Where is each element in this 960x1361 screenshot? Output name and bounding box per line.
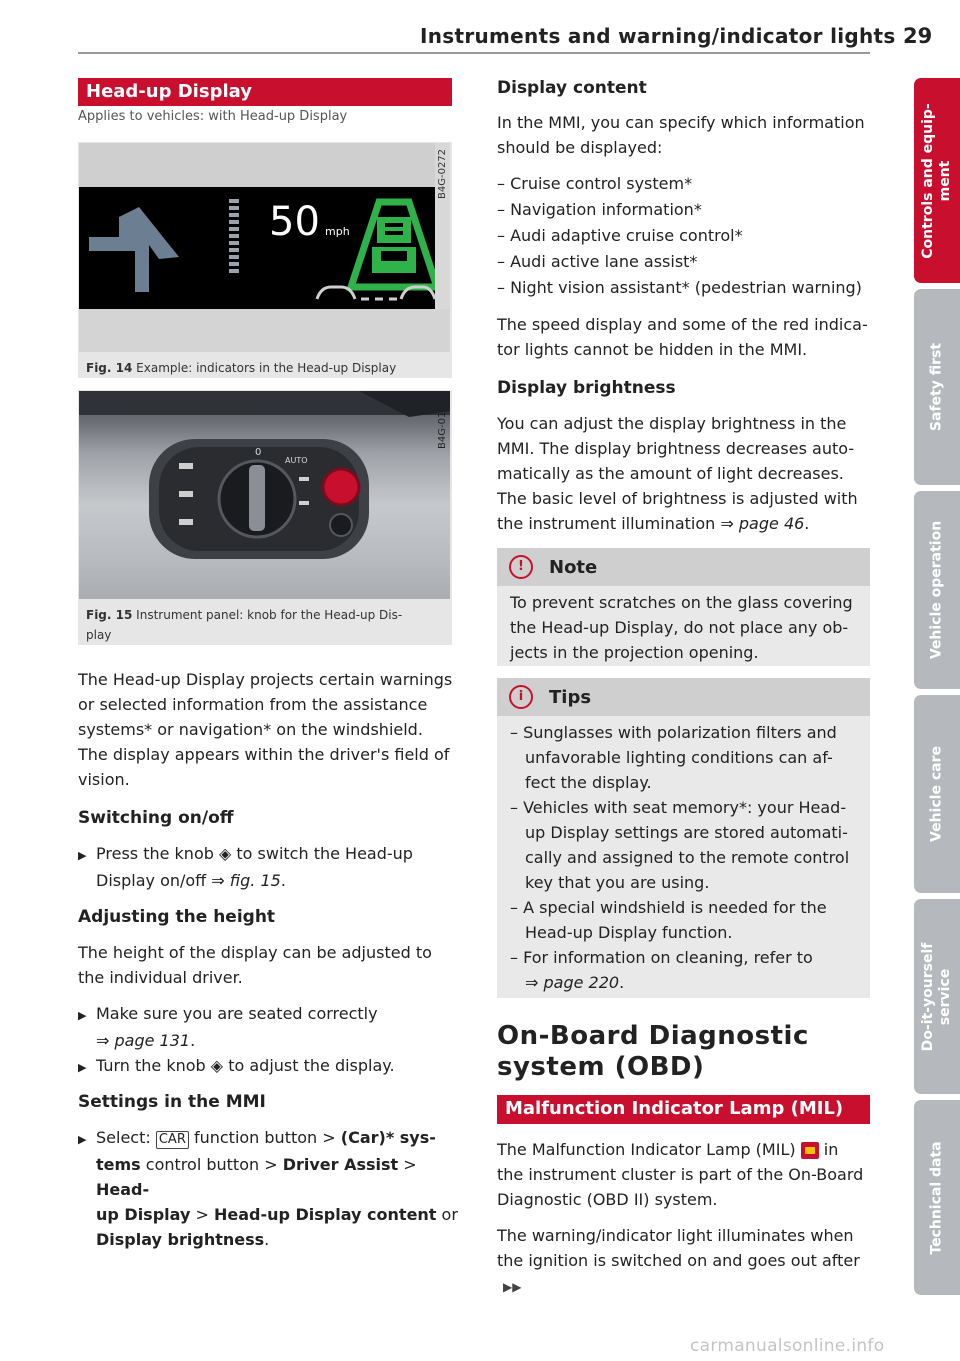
text-line: should be displayed: <box>497 138 663 157</box>
step-text: Make sure you are seated correctly <box>96 1004 378 1023</box>
text-line: – For information on cleaning, refer to <box>510 948 813 967</box>
side-tab-label: Vehicle operation <box>928 520 945 660</box>
header-title: Instruments and warning/indicator lights <box>420 24 896 48</box>
side-tab-controls-and-equipment[interactable] <box>914 78 960 283</box>
speed-unit: mph <box>325 225 350 238</box>
text-line: – A special windshield is needed for the <box>510 898 827 917</box>
text-line: or selected information from the assistance <box>78 695 428 714</box>
text-line: The height of the display can be adjusted to <box>78 943 432 962</box>
height-paragraph <box>78 940 458 990</box>
section-title-head-up-display: Head-up Display <box>78 78 452 106</box>
punctuation: . <box>280 871 286 890</box>
page-number: 29 <box>903 24 933 48</box>
page-220-link[interactable]: ⇒ page 220 <box>525 973 620 992</box>
step-settings-mmi <box>78 1125 458 1252</box>
caption-text: Instrument panel: knob for the Head-up Dis- <box>136 608 403 622</box>
info-icon: i <box>509 685 533 709</box>
list-item: – Night vision assistant* (pedestrian warning) <box>497 278 862 297</box>
car-ahead-warning-icon <box>351 202 435 287</box>
text-line: Head-up Display function. <box>525 923 733 942</box>
text-line: in <box>823 1140 839 1159</box>
link-text: page 46 <box>738 514 805 533</box>
text-line: unfavorable lighting conditions can af- <box>525 748 833 767</box>
heading-line: system (OBD) <box>497 1052 705 1082</box>
link-text: page 220 <box>543 973 620 992</box>
hud-knob-icon: ◈ <box>218 844 232 863</box>
text-line: up Display settings are stored automati- <box>525 823 848 842</box>
menu-path-car: (Car)* sys- <box>340 1128 436 1147</box>
steps-adjusting-height <box>78 1001 458 1080</box>
heading-adjusting-height: Adjusting the height <box>78 907 276 927</box>
link-text: fig. 15 <box>229 871 281 890</box>
text-line: The Malfunction Indicator Lamp (MIL) <box>497 1140 796 1159</box>
side-tab-label: service <box>937 968 953 1025</box>
separator: > <box>195 1205 209 1224</box>
separator: > <box>403 1155 417 1174</box>
text-line: matically as the amount of light decreases. <box>497 464 844 483</box>
text-line: the instrument cluster is part of the On-Board <box>497 1165 864 1184</box>
text-line: The display appears within the driver's field of <box>78 745 450 764</box>
hud-graphic <box>79 187 435 309</box>
tips-header <box>497 678 870 716</box>
warning-icon: ! <box>509 555 533 579</box>
punctuation: . <box>804 514 810 533</box>
tips-body <box>497 716 870 995</box>
punctuation: . <box>264 1230 270 1249</box>
caption-label: Fig. 15 <box>86 608 133 622</box>
text-line: the individual driver. <box>78 968 243 987</box>
menu-path-content: Head-up Display content <box>213 1205 437 1224</box>
figure-15-caption-line2: play <box>86 628 112 642</box>
figure-14-caption <box>86 358 396 378</box>
caption-label: Fig. 14 <box>86 361 133 375</box>
list-item: – Audi adaptive cruise control* <box>497 226 743 245</box>
note-title: Note <box>549 557 598 578</box>
step-switching <box>78 841 458 893</box>
brightness-paragraph <box>497 411 877 536</box>
side-tab-do-it-yourself-service[interactable] <box>914 899 960 1094</box>
punctuation: . <box>619 973 625 992</box>
side-tab-label: Do-it-yourself <box>920 942 936 1051</box>
mil-paragraph-2 <box>497 1223 877 1300</box>
knob-label-0: 0 <box>255 447 262 458</box>
heading-display-brightness: Display brightness <box>497 378 676 398</box>
menu-path-up-display: up Display <box>96 1205 191 1224</box>
step-text: Turn the knob <box>96 1056 206 1075</box>
text-line: In the MMI, you can specify which information <box>497 113 865 132</box>
watermark: carmanualsonline.info <box>690 1336 885 1356</box>
link-text: page 131 <box>114 1031 191 1050</box>
text-line: The Head-up Display projects certain warnings <box>78 670 453 689</box>
caption-text: Example: indicators in the Head-up Display <box>136 361 397 375</box>
heading-switching-on-off: Switching on/off <box>78 808 234 828</box>
page-131-link[interactable]: ⇒ page 131 <box>96 1031 191 1050</box>
hud-knob-icon: ◈ <box>210 1056 224 1075</box>
menu-path-brightness: Display brightness <box>96 1230 265 1249</box>
heading-display-content: Display content <box>497 78 647 98</box>
menu-path-systems: tems <box>96 1155 141 1174</box>
level-bars-icon <box>229 199 239 273</box>
side-tab-label: Technical data <box>928 1140 945 1255</box>
display-content-paragraph <box>497 110 877 160</box>
heading-obd <box>497 1021 809 1083</box>
mil-paragraph <box>497 1137 877 1212</box>
side-tab-safety-first[interactable] <box>914 289 960 485</box>
list-item: – Audi active lane assist* <box>497 252 698 271</box>
figure-14-hud-image <box>79 187 435 309</box>
step-text: to switch the Head-up <box>236 844 413 863</box>
side-tab-technical-data[interactable] <box>914 1100 960 1295</box>
text-line: The warning/indicator light illuminates when <box>497 1226 854 1245</box>
navigation-arrow-icon <box>89 207 179 292</box>
car-key-icon: CAR <box>156 1131 189 1149</box>
tips-title: Tips <box>549 687 592 708</box>
text-line: the ignition is switched on and goes out after <box>497 1251 860 1270</box>
list-item: – Cruise control system* <box>497 174 693 193</box>
figure-14-code: B4G-0272 <box>437 148 448 199</box>
text-line: You can adjust the display brightness in the <box>497 414 847 433</box>
step-text: Select: <box>96 1128 151 1147</box>
text-line: MMI. The display brightness decreases auto- <box>497 439 855 458</box>
applies-note: Applies to vehicles: with Head-up Display <box>78 109 348 124</box>
side-tab-label: Safety first <box>928 342 945 432</box>
figure-15-caption <box>86 605 402 625</box>
malfunction-indicator-lamp-icon <box>801 1142 819 1159</box>
text-line: – Sunglasses with polarization filters and <box>510 723 837 742</box>
step-text: control button > <box>145 1155 278 1174</box>
figure-14-dashboard <box>79 309 450 352</box>
step-arrow-icon: ▶ <box>78 1061 87 1074</box>
text-line: To prevent scratches on the glass covering <box>510 593 853 612</box>
side-tab-label: Controls and equip- <box>920 102 936 259</box>
display-content-after <box>497 312 877 362</box>
note-body <box>497 586 870 665</box>
intro-paragraph <box>78 667 458 792</box>
text-line: the Head-up Display, do not place any ob- <box>510 618 849 637</box>
side-tab-vehicle-operation[interactable] <box>914 491 960 689</box>
step-arrow-icon: ▶ <box>78 1133 87 1146</box>
text-line: cally and assigned to the remote control <box>525 848 850 867</box>
punctuation: . <box>190 1031 196 1050</box>
note-header <box>497 548 870 586</box>
step-text: Press the knob <box>96 844 214 863</box>
step-arrow-icon: ▶ <box>78 1009 87 1022</box>
step-text: Display on/off <box>96 871 207 890</box>
menu-path-head-up: Head- <box>96 1180 150 1199</box>
figure-15-code: B4G-0134 <box>437 398 448 449</box>
knob-label-auto: AUTO <box>285 456 308 465</box>
side-tab-label: Vehicle care <box>928 746 945 842</box>
header-rule <box>78 52 870 54</box>
figure-14-windshield-top <box>79 143 450 187</box>
figure-14-code-strip <box>435 143 450 309</box>
step-text: to adjust the display. <box>228 1056 395 1075</box>
section-title-mil: Malfunction Indicator Lamp (MIL) <box>497 1095 870 1124</box>
menu-path-driver-assist: Driver Assist <box>282 1155 399 1174</box>
display-content-list <box>497 171 877 300</box>
step-arrow-icon: ▶ <box>78 849 87 862</box>
text-line: vision. <box>78 770 130 789</box>
head-up-display-knob-icon <box>323 469 359 505</box>
heading-line: On-Board Diagnostic <box>497 1021 809 1051</box>
text-line: – Vehicles with seat memory*: your Head- <box>510 798 847 817</box>
page-46-link[interactable]: ⇒ page 46 <box>720 514 805 533</box>
text-line: the instrument illumination <box>497 514 716 533</box>
heading-settings-mmi: Settings in the MMI <box>78 1092 266 1112</box>
tips-box <box>497 678 870 998</box>
text-line: jects in the projection opening. <box>510 643 759 662</box>
note-box <box>497 548 870 666</box>
text-line: The basic level of brightness is adjusted with <box>497 489 858 508</box>
list-item: – Navigation information* <box>497 200 702 219</box>
text-line: Diagnostic (OBD II) system. <box>497 1190 718 1209</box>
side-tab-vehicle-care[interactable] <box>914 695 960 893</box>
step-text: function button > <box>193 1128 336 1147</box>
continue-arrow-icon: ▶▶ <box>503 1280 522 1294</box>
light-switch-graphic <box>79 391 450 599</box>
fig-15-link[interactable]: ⇒ fig. 15 <box>211 871 281 890</box>
speed-value: 50 <box>269 199 320 245</box>
text-line: The speed display and some of the red indica- <box>497 315 868 334</box>
text-line: key that you are using. <box>525 873 710 892</box>
side-tab-label: ment <box>937 160 953 201</box>
figure-15-knob-image <box>79 391 450 599</box>
text-line: tor lights cannot be hidden in the MMI. <box>497 340 808 359</box>
text-line: systems* or navigation* on the windshield. <box>78 720 423 739</box>
text-line: fect the display. <box>525 773 652 792</box>
step-text: or <box>441 1205 458 1224</box>
